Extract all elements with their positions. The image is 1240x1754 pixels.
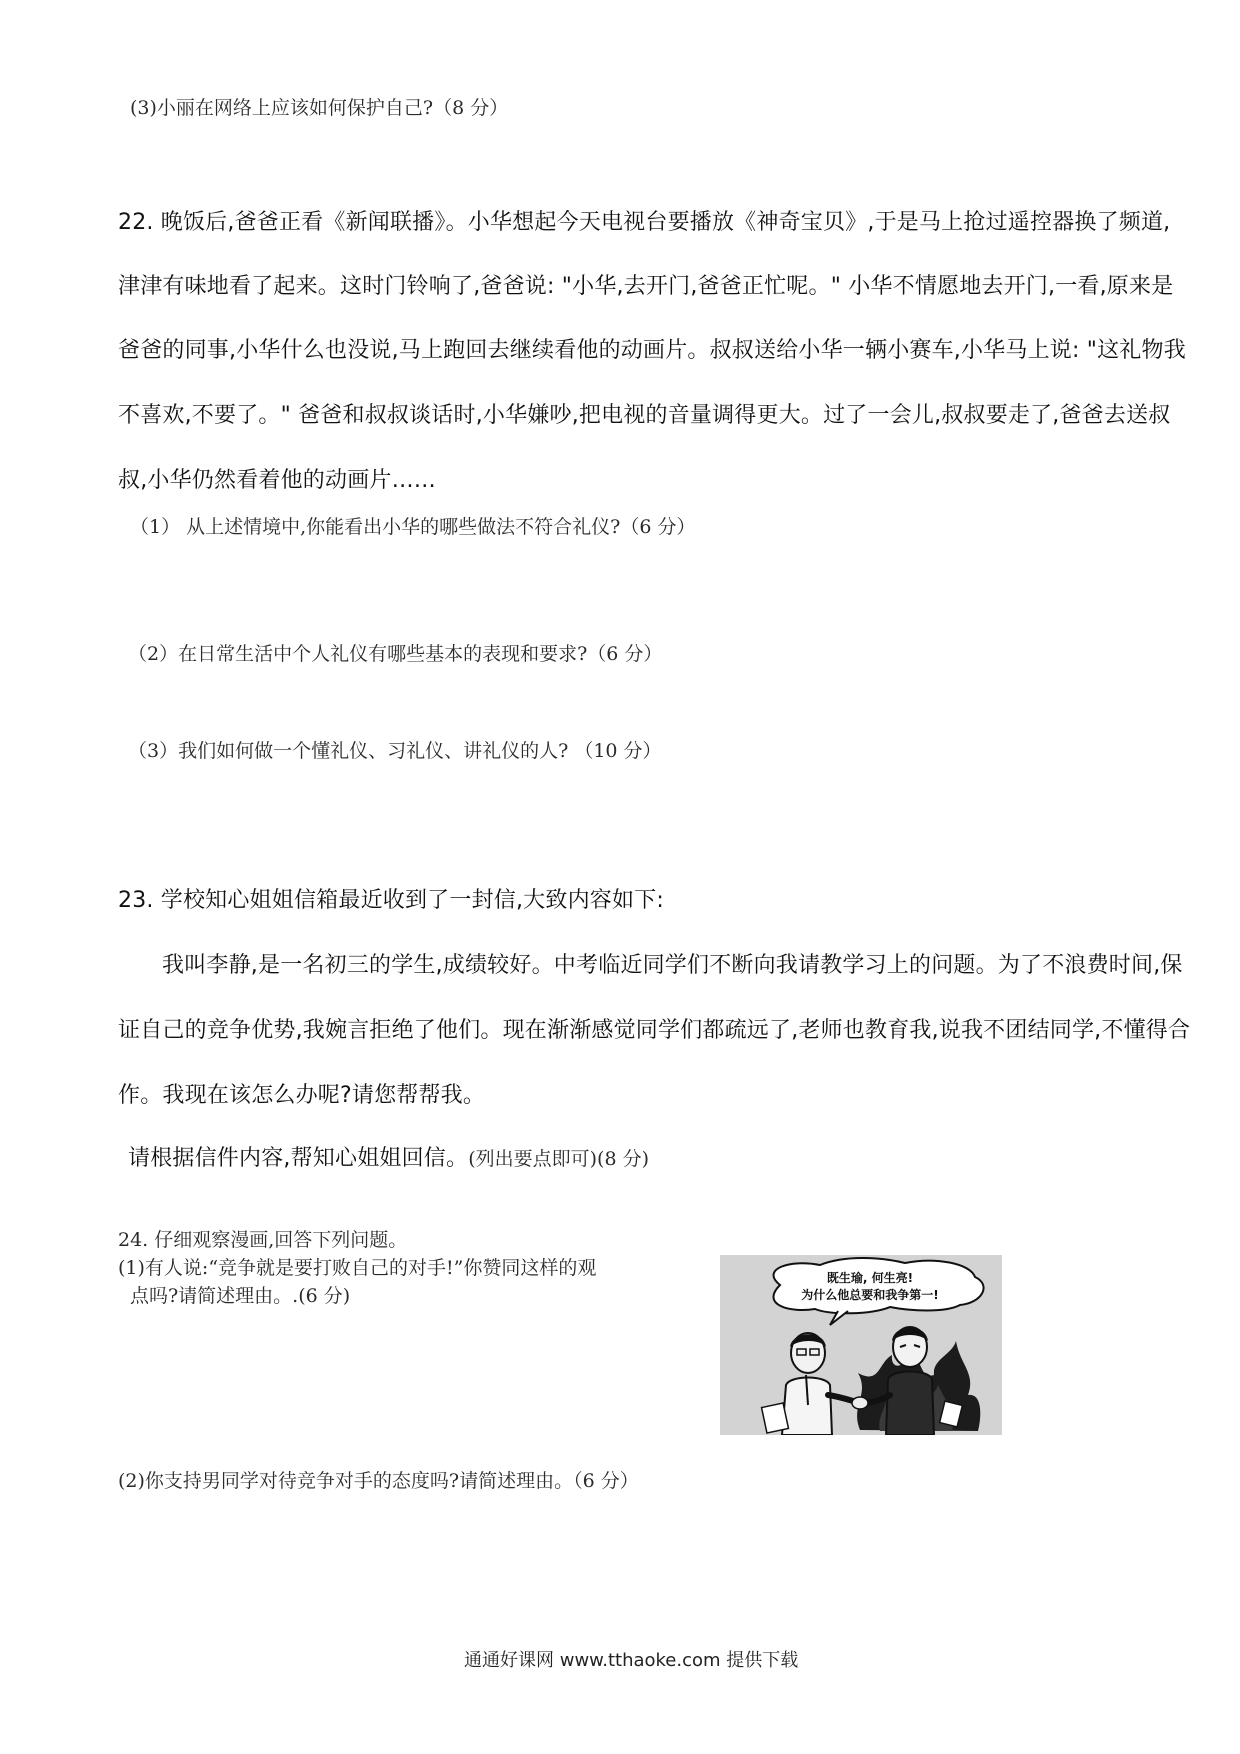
q22-line-2: 津津有味地看了起来。这时门铃响了,爸爸说: "小华,去开门,爸爸正忙呢。" 小华不情愿地去开门,一看,原来是 bbox=[118, 274, 1174, 299]
q22-sub3: （3）我们如何做一个懂礼仪、习礼仪、讲礼仪的人? （10 分） bbox=[128, 740, 662, 762]
q22-line-1: 22. 晚饭后,爸爸正看《新闻联播》。小华想起今天电视台要播放《神奇宝贝》,于是马上抢过遥控器换了频道, bbox=[118, 210, 1171, 235]
q23-intro: 23. 学校知心姐姐信箱最近收到了一封信,大致内容如下: bbox=[118, 888, 664, 913]
cartoon-bubble-line2: 为什么他总要和我争第一! bbox=[801, 1288, 939, 1302]
q23-task bbox=[128, 1148, 649, 1170]
q23-letter-line-1: 我叫李静,是一名初三的学生,成绩较好。中考临近同学们不断向我请教学习上的问题。为了不浪费时间,保 bbox=[162, 953, 1183, 978]
q22-sub1: （1） 从上述情境中,你能看出小华的哪些做法不符合礼仪?（6 分） bbox=[130, 516, 696, 538]
q22-sub2: （2）在日常生活中个人礼仪有哪些基本的表现和要求?（6 分） bbox=[128, 643, 663, 665]
q21-sub3: (3)小丽在网络上应该如何保护自己?（8 分） bbox=[130, 97, 509, 119]
q23-letter-line-2: 证自己的竞争优势,我婉言拒绝了他们。现在渐渐感觉同学们都疏远了,老师也教育我,说我不团结同学,不懂得合 bbox=[118, 1018, 1191, 1043]
cartoon-drawing bbox=[720, 1255, 1002, 1435]
q23-task-note: (列出要点即可)(8 分) bbox=[468, 1148, 649, 1170]
q22-line-3: 爸爸的同事,小华什么也没说,马上跑回去继续看他的动画片。叔叔送给小华一辆小赛车,小华马上说: "这礼物我 bbox=[118, 338, 1186, 363]
q24-sub1-line2: 点吗?请简述理由。.(6 分) bbox=[130, 1285, 351, 1307]
q22-line-5: 叔,小华仍然看着他的动画片…… bbox=[118, 468, 436, 493]
cartoon-bubble-line1: 既生瑜, 何生亮! bbox=[826, 1271, 914, 1285]
footer-source: 通通好课网 www.tthaoke.com 提供下载 bbox=[464, 1650, 799, 1671]
q24-intro: 24. 仔细观察漫画,回答下列问题。 bbox=[118, 1229, 408, 1251]
q23-task-main: 请根据信件内容,帮知心姐姐回信。 bbox=[128, 1146, 469, 1171]
competition-cartoon bbox=[720, 1255, 1002, 1435]
q24-sub2: (2)你支持男同学对待竞争对手的态度吗?请简述理由。（6 分） bbox=[118, 1470, 639, 1492]
q22-line-4: 不喜欢,不要了。" 爸爸和叔叔谈话时,小华嫌吵,把电视的音量调得更大。过了一会儿,叔叔要走了,爸爸去送叔 bbox=[118, 403, 1171, 428]
q23-letter-line-3: 作。我现在该怎么办呢?请您帮帮我。 bbox=[118, 1083, 486, 1108]
q24-sub1-line1: (1)有人说:“竞争就是要打败自己的对手!”你赞同这样的观 bbox=[118, 1257, 597, 1279]
